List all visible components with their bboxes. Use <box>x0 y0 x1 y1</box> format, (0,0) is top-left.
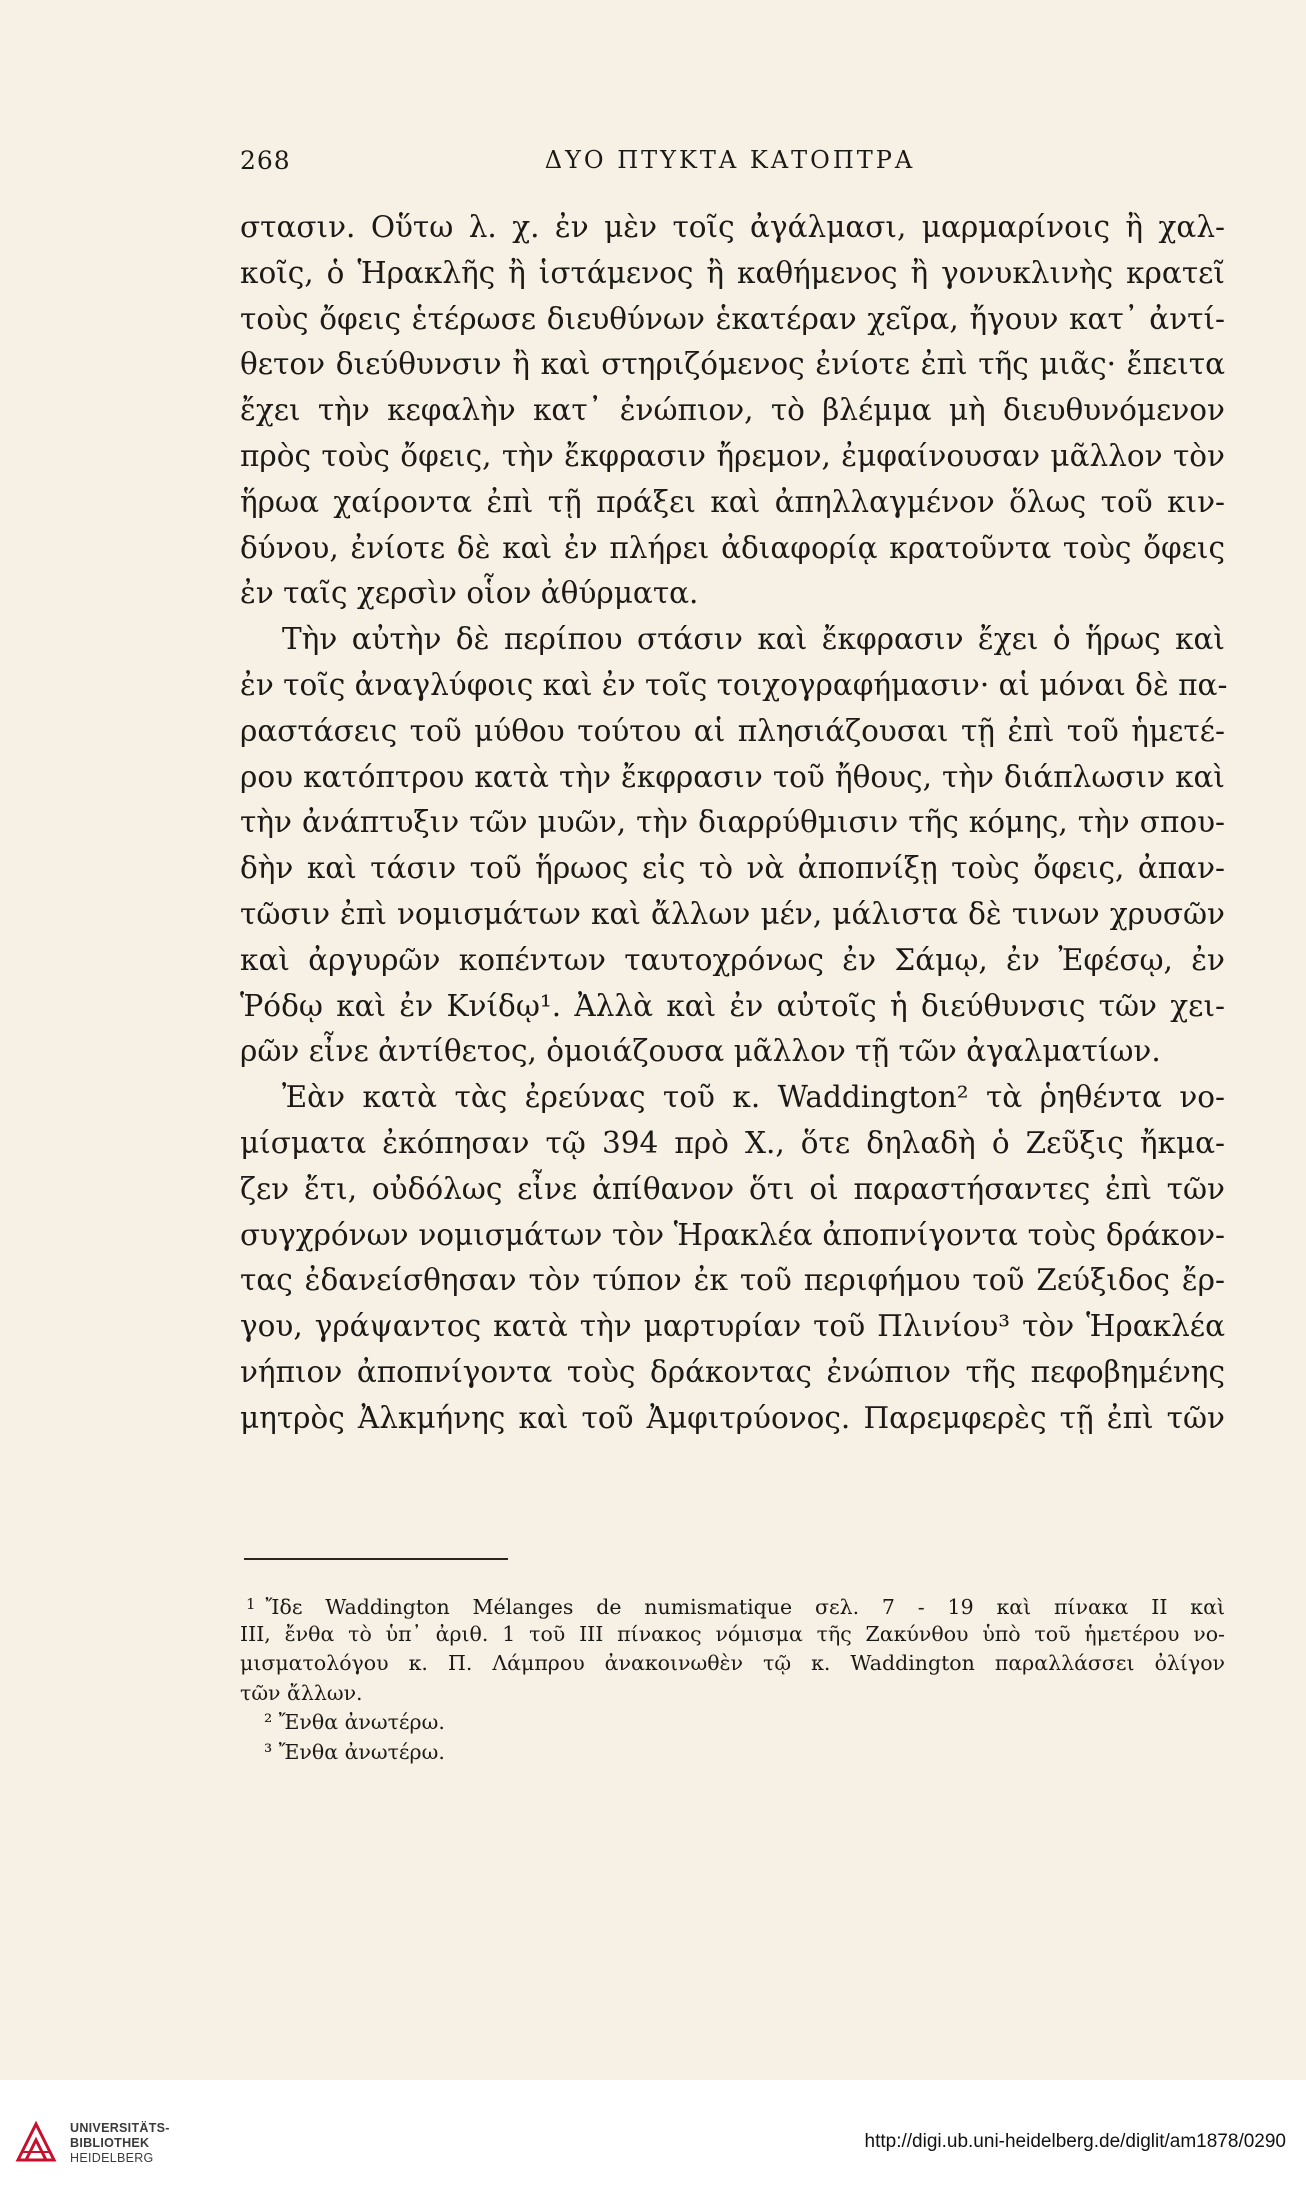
footnote-1-line: μισματολόγου κ. Π. Λάμπρου ἀνακοινωθὲν τῷ κ. Waddington παραλλάσσει ὀλίγον <box>240 1651 1225 1675</box>
text-line: πρὸς τοὺς ὄφεις, τὴν ἔκφρασιν ἤρεμον, ἐμφαίνουσαν μᾶλλον τὸν <box>240 438 1225 473</box>
text-line: ἥρωα χαίροντα ἐπὶ τῇ πράξει καὶ ἀπηλλαγμένον ὅλως τοῦ κιν- <box>240 484 1225 519</box>
text-line: νήπιον ἀποπνίγοντα τοὺς δράκοντας ἐνώπιον τῆς πεφοβημένης <box>240 1354 1225 1389</box>
footnote-1-line: III, ἔνθα τὸ ὑπ᾽ ἀριθ. 1 τοῦ III πίνακος νόμισμα τῆς Ζακύνθου ὑπὸ τοῦ ἡμετέρου νο- <box>240 1621 1225 1646</box>
text-line: ἔχει τὴν κεφαλὴν κατ᾽ ἐνώπιον, τὸ βλέμμα μὴ διευθυνόμενον <box>240 393 1225 428</box>
text-line: Ῥόδῳ καὶ ἐν Κνίδῳ¹. Ἀλλὰ καὶ ἐν αὐτοῖς ἡ διεύθυνσις τῶν χει- <box>240 988 1225 1023</box>
text-line: τοὺς ὄφεις ἑτέρωσε διευθύνων ἑκατέραν χεῖρα, ἤγουν κατ᾽ ἀντί- <box>240 301 1225 336</box>
footnote-marker: 1 <box>246 1595 256 1613</box>
library-name <box>70 2121 170 2166</box>
text-line: ρου κατόπτρου κατὰ τὴν ἔκφρασιν τοῦ ἤθους, τὴν διάπλωσιν καὶ <box>240 759 1225 794</box>
text-line: μίσματα ἐκόπησαν τῷ 394 πρὸ Χ., ὅτε δηλαδὴ ὁ Ζεῦξις ἤκμα- <box>240 1125 1225 1160</box>
library-name-line: HEIDELBERG <box>70 2151 154 2165</box>
text-line: στασιν. Οὕτω λ. χ. ἐν μὲν τοῖς ἀγάλμασι, μαρμαρίνοις ἢ χαλ- <box>240 210 1225 244</box>
text-line: τὴν ἀνάπτυξιν τῶν μυῶν, τὴν διαρρύθμισιν τῆς κόμης, τὴν σπου- <box>240 805 1225 840</box>
text-line: δὴν καὶ τάσιν τοῦ ἥρωος εἰς τὸ νὰ ἀποπνίξῃ τοὺς ὄφεις, ἀπαν- <box>240 851 1225 886</box>
text-line: τας ἐδανείσθησαν τὸν τύπον ἐκ τοῦ περιφήμου τοῦ Ζεύξιδος ἔρ- <box>240 1263 1225 1298</box>
footnote-1-text: Ἴδε Waddington Mélanges de numismatique σελ. 7 - 19 καὶ πίνακα II καὶ <box>265 1595 1225 1619</box>
text-line: γου, γράψαντος κατὰ τὴν μαρτυρίαν τοῦ Πλινίου³ τὸν Ἡρακλέα <box>240 1309 1225 1344</box>
body-text <box>240 205 1228 1442</box>
text-line: μητρὸς Ἀλκμήνης καὶ τοῦ Ἀμφιτρύονος. Παρεμφερὲς τῇ ἐπὶ τῶν <box>240 1400 1225 1435</box>
footnotes <box>240 1590 1225 1767</box>
text-line: ραστάσεις τοῦ μύθου τούτου αἱ πλησιάζουσαι τῇ ἐπὶ τοῦ ἡμετέ- <box>240 713 1225 748</box>
library-name-line: UNIVERSITÄTS- <box>70 2121 170 2135</box>
text-line: θετον διεύθυνσιν ἢ καὶ στηριζόμενος ἐνίοτε ἐπὶ τῆς μιᾶς· ἔπειτα <box>240 347 1225 382</box>
footnote-2: ² Ἔνθα ἀνωτέρω. <box>264 1710 445 1734</box>
text-line: ἐν ταῖς χερσὶν οἷον ἀθύρματα. <box>240 576 699 611</box>
running-title: ΔΥΟ ΠΤΥΚΤΑ ΚΑΤΟΠΤΡΑ <box>544 146 916 174</box>
text-line: ζεν ἔτι, οὐδόλως εἶνε ἀπίθανον ὅτι οἱ παραστήσαντες ἐπὶ τῶν <box>240 1171 1225 1206</box>
text-line: Ἐὰν κατὰ τὰς ἐρεύνας τοῦ κ. Waddington² τὰ ῥηθέντα νο- <box>282 1080 1225 1115</box>
page-number: 268 <box>240 146 291 175</box>
footnote-3: ³ Ἔνθα ἀνωτέρω. <box>264 1739 445 1764</box>
text-line: δύνου, ἐνίοτε δὲ καὶ ἐν πλήρει ἀδιαφορίᾳ κρατοῦντα τοὺς ὄφεις <box>240 530 1225 565</box>
text-line: κοῖς, ὁ Ἡρακλῆς ἢ ἱστάμενος ἢ καθήμενος ἢ γονυκλινὴς κρατεῖ <box>240 255 1225 290</box>
footnote-1-line: τῶν ἄλλων. <box>240 1680 363 1705</box>
source-url-link[interactable]: http://digi.ub.uni-heidelberg.de/diglit/am1878/0290 <box>864 2131 1286 2152</box>
footnote-1 <box>240 1590 1225 1620</box>
text-line: καὶ ἀργυρῶν κοπέντων ταυτοχρόνως ἐν Σάμῳ, ἐν Ἐφέσῳ, ἐν <box>240 942 1225 977</box>
text-line: Τὴν αὐτὴν δὲ περίπου στάσιν καὶ ἔκφρασιν ἔχει ὁ ἥρως καὶ <box>282 622 1225 657</box>
text-line: τῶσιν ἐπὶ νομισμάτων καὶ ἄλλων μέν, μάλιστα δὲ τινων χρυσῶν <box>240 896 1225 931</box>
text-line: ρῶν εἶνε ἀντίθετος, ὁμοιάζουσα μᾶλλον τῇ τῶν ἀγαλματίων. <box>240 1034 1161 1069</box>
text-line: ἐν τοῖς ἀναγλύφοις καὶ ἐν τοῖς τοιχογραφήμασιν· αἱ μόναι δὲ πα- <box>240 667 1228 702</box>
page-header <box>240 146 1220 186</box>
university-library-logo-icon <box>14 2120 58 2164</box>
library-name-line: BIBLIOTHEK <box>70 2136 150 2150</box>
text-line: συγχρόνων νομισμάτων τὸν Ἡρακλέα ἀποπνίγοντα τοὺς δράκον- <box>240 1217 1225 1252</box>
footnote-divider <box>244 1558 508 1560</box>
